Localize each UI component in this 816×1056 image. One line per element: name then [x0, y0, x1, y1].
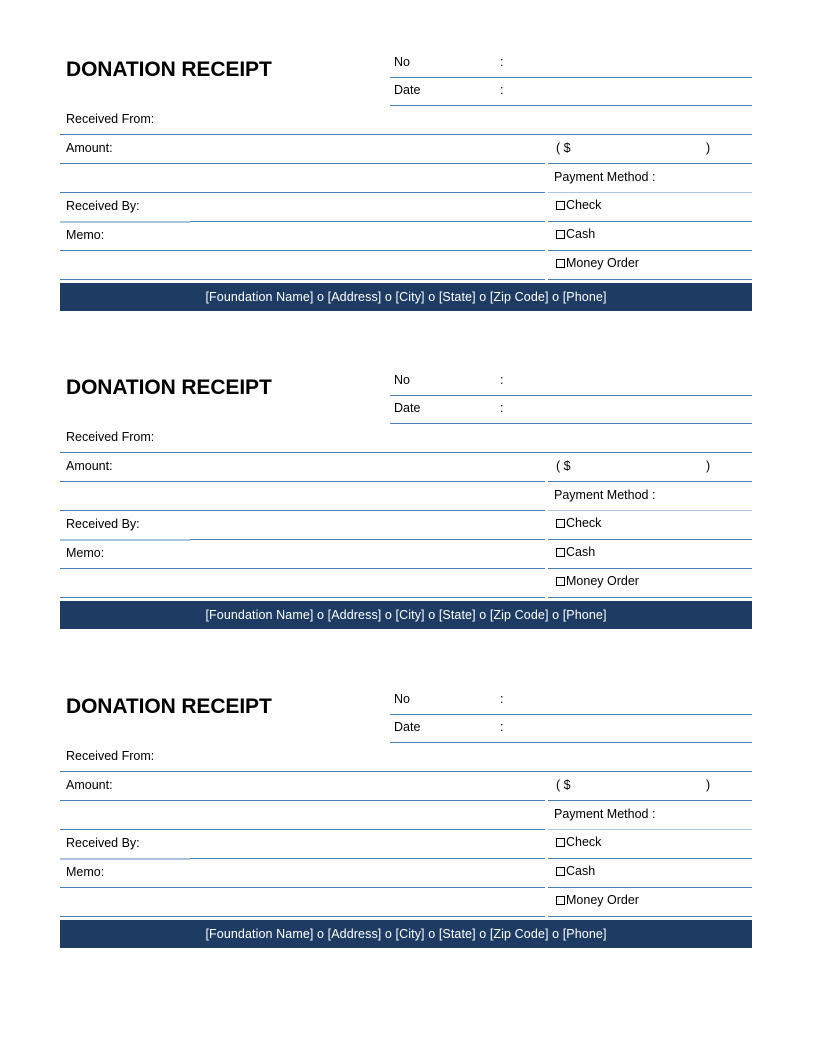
option-cash[interactable]: [556, 227, 595, 241]
label-received-by: Received By:: [66, 199, 140, 213]
input-memo[interactable]: [60, 859, 545, 888]
option-check[interactable]: [556, 198, 601, 212]
field-row-blank-2: [60, 888, 752, 917]
checkbox-icon[interactable]: [556, 838, 565, 847]
field-row-blank-1: [60, 801, 752, 830]
option-money-order[interactable]: [556, 574, 639, 588]
receipt-footer: [60, 601, 752, 629]
label-date: Date: [394, 720, 421, 734]
checkbox-icon[interactable]: [556, 896, 565, 905]
input-blank-1[interactable]: [60, 801, 545, 830]
checkbox-icon[interactable]: [556, 259, 565, 268]
field-row-amount: [60, 453, 752, 482]
payment-option-cash[interactable]: [548, 222, 752, 251]
field-row-received-from[interactable]: [60, 106, 752, 135]
label-payment-method: Payment Method :: [554, 807, 656, 821]
receipt-header: [60, 50, 752, 106]
option-label-cash: Cash: [566, 227, 596, 241]
receipt-title: DONATION RECEIPT: [66, 695, 272, 718]
option-label-money-order: Money Order: [566, 574, 639, 588]
payment-option-check[interactable]: [548, 511, 752, 540]
label-no: No: [394, 55, 410, 69]
field-row-blank-1: [60, 164, 752, 193]
field-row-blank-1: [60, 482, 752, 511]
field-row-no: [390, 687, 752, 715]
receipt-meta-column: [390, 687, 752, 743]
receipt-header: [60, 687, 752, 743]
currency-close-paren: ): [706, 459, 711, 473]
payment-option-check[interactable]: [548, 193, 752, 222]
checkbox-icon[interactable]: [556, 867, 565, 876]
colon-no: :: [500, 55, 504, 69]
payment-option-cash[interactable]: [548, 540, 752, 569]
input-blank-2[interactable]: [60, 251, 545, 280]
input-amount-currency[interactable]: [548, 453, 752, 482]
receipt-meta-column: [390, 50, 752, 106]
label-date: Date: [394, 401, 421, 415]
payment-method-heading-cell: [548, 164, 752, 193]
option-check[interactable]: [556, 835, 601, 849]
label-payment-method: Payment Method :: [554, 170, 656, 184]
option-cash[interactable]: [556, 545, 595, 559]
receipt-title: DONATION RECEIPT: [66, 58, 272, 81]
colon-date: :: [500, 83, 504, 97]
field-row-no: [390, 368, 752, 396]
footer-text: [Foundation Name] o [Address] o [City] o [State] o [Zip Code] o [Phone]: [205, 608, 607, 622]
input-blank-1[interactable]: [60, 164, 545, 193]
currency-open-paren: ( $: [556, 778, 571, 792]
input-amount[interactable]: [60, 135, 545, 164]
receipt-footer: [60, 283, 752, 311]
field-row-amount: [60, 772, 752, 801]
colon-no: :: [500, 692, 504, 706]
label-amount: Amount:: [66, 141, 113, 155]
label-received-from: Received From:: [66, 749, 155, 763]
field-row-date: [390, 396, 752, 424]
colon-date: :: [500, 401, 504, 415]
option-label-money-order: Money Order: [566, 893, 639, 907]
label-amount: Amount:: [66, 778, 113, 792]
option-label-check: Check: [566, 516, 602, 530]
payment-option-money-order[interactable]: [548, 569, 752, 598]
input-memo[interactable]: [60, 540, 545, 569]
label-amount: Amount:: [66, 459, 113, 473]
receipt-block: [60, 687, 752, 948]
option-cash[interactable]: [556, 864, 595, 878]
label-memo: Memo:: [66, 228, 105, 242]
currency-close-paren: ): [706, 141, 711, 155]
label-payment-method: Payment Method :: [554, 488, 656, 502]
checkbox-icon[interactable]: [556, 548, 565, 557]
field-row-received-from[interactable]: [60, 743, 752, 772]
option-check[interactable]: [556, 516, 601, 530]
field-row-date: [390, 715, 752, 743]
receipt-header: [60, 368, 752, 424]
checkbox-icon[interactable]: [556, 201, 565, 210]
input-amount-currency[interactable]: [548, 772, 752, 801]
footer-text: [Foundation Name] o [Address] o [City] o [State] o [Zip Code] o [Phone]: [205, 927, 607, 941]
label-no: No: [394, 692, 410, 706]
input-amount-currency[interactable]: [548, 135, 752, 164]
label-date: Date: [394, 83, 421, 97]
option-label-money-order: Money Order: [566, 256, 639, 270]
field-row-received-by: [60, 511, 752, 540]
field-row-memo: [60, 222, 752, 251]
input-blank-2[interactable]: [60, 569, 545, 598]
field-row-amount: [60, 135, 752, 164]
option-label-cash: Cash: [566, 545, 596, 559]
payment-option-money-order[interactable]: [548, 251, 752, 280]
label-no: No: [394, 373, 410, 387]
option-money-order[interactable]: [556, 256, 639, 270]
receipt-title: DONATION RECEIPT: [66, 376, 272, 399]
receipt-block: [60, 50, 752, 311]
input-received-by[interactable]: [60, 511, 545, 540]
payment-option-check[interactable]: [548, 830, 752, 859]
colon-date: :: [500, 720, 504, 734]
field-row-date: [390, 78, 752, 106]
checkbox-icon[interactable]: [556, 230, 565, 239]
input-received-by[interactable]: [60, 193, 545, 222]
footer-text: [Foundation Name] o [Address] o [City] o [State] o [Zip Code] o [Phone]: [205, 290, 607, 304]
field-row-blank-2: [60, 569, 752, 598]
payment-method-heading-cell: [548, 801, 752, 830]
currency-close-paren: ): [706, 778, 711, 792]
input-amount[interactable]: [60, 772, 545, 801]
checkbox-icon[interactable]: [556, 519, 565, 528]
receipt-footer: [60, 920, 752, 948]
option-label-check: Check: [566, 835, 602, 849]
input-memo[interactable]: [60, 222, 545, 251]
label-received-from: Received From:: [66, 430, 155, 444]
label-memo: Memo:: [66, 865, 105, 879]
receipt-meta-column: [390, 368, 752, 424]
option-label-cash: Cash: [566, 864, 596, 878]
option-label-check: Check: [566, 198, 602, 212]
field-row-memo: [60, 540, 752, 569]
option-money-order[interactable]: [556, 893, 639, 907]
label-received-from: Received From:: [66, 112, 155, 126]
label-memo: Memo:: [66, 546, 105, 560]
receipt-block: [60, 368, 752, 629]
colon-no: :: [500, 373, 504, 387]
checkbox-icon[interactable]: [556, 577, 565, 586]
field-row-received-by: [60, 830, 752, 859]
label-received-by: Received By:: [66, 517, 140, 531]
currency-open-paren: ( $: [556, 459, 571, 473]
input-amount[interactable]: [60, 453, 545, 482]
field-row-received-by: [60, 193, 752, 222]
field-row-memo: [60, 859, 752, 888]
currency-open-paren: ( $: [556, 141, 571, 155]
payment-option-cash[interactable]: [548, 859, 752, 888]
input-blank-1[interactable]: [60, 482, 545, 511]
label-received-by: Received By:: [66, 836, 140, 850]
input-blank-2[interactable]: [60, 888, 545, 917]
payment-option-money-order[interactable]: [548, 888, 752, 917]
input-received-by[interactable]: [60, 830, 545, 859]
field-row-blank-2: [60, 251, 752, 280]
payment-method-heading-cell: [548, 482, 752, 511]
field-row-no: [390, 50, 752, 78]
field-row-received-from[interactable]: [60, 424, 752, 453]
